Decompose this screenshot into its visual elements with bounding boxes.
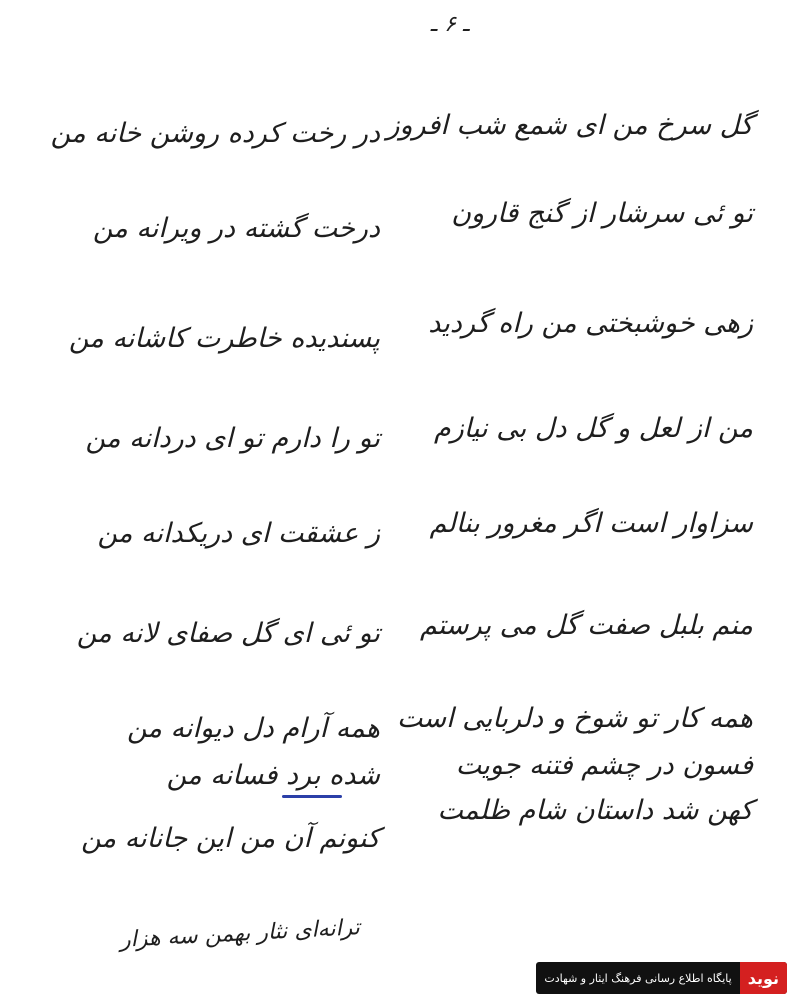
page-number: ـ ۶ ـ — [430, 12, 470, 37]
poem-left-line: تو را دارم تو ای دردانه من — [85, 423, 380, 454]
poem-right-line: کهن شد داستان شام ظلمت — [437, 795, 753, 826]
poem-right-line: فسون در چشم فتنه جویت — [455, 750, 753, 781]
poem-right-line: منم بلبل صفت گل می پرستم — [419, 610, 753, 641]
poem-left-line: تو ئی ای گل صفای لانه من — [76, 618, 380, 649]
watermark-logo: نوید — [740, 962, 787, 994]
poem-right-line: زهی خوشبختی من راه گردید — [428, 308, 753, 339]
poem-left-line: در رخت کرده روشن خانه من — [50, 118, 380, 149]
poem-left-line: شده برد فسانه من — [166, 760, 380, 791]
poem-left-line: درخت گشته در ویرانه من — [92, 213, 380, 244]
poem-right-line: گل سرخ من ای شمع شب افروز — [386, 110, 753, 141]
watermark-text: پایگاه اطلاع رسانی فرهنگ ایثار و شهادت — [544, 971, 732, 985]
blue-underline-mark — [282, 795, 342, 798]
poem-left-line: پسندیده خاطرت کاشانه من — [68, 323, 380, 354]
poem-right-line: من از لعل و گل دل بی نیازم — [434, 413, 753, 444]
signature: ترانه‌ای نثار بهمن سه هزار — [119, 915, 361, 953]
poem-right-line: سزاوار است اگر مغرور بنالم — [429, 508, 753, 539]
poem-left-line: کنونم آن من این جانانه من — [81, 823, 380, 854]
watermark — [536, 962, 787, 994]
poem-right-line: تو ئی سرشار از گنج قارون — [451, 198, 753, 229]
poem-right-line: همه کار تو شوخ و دلربایی است — [397, 703, 753, 734]
poem-left-line: ز عشقت ای دریکدانه من — [97, 518, 380, 549]
poem-left-line: همه آرام دل دیوانه من — [126, 713, 380, 744]
